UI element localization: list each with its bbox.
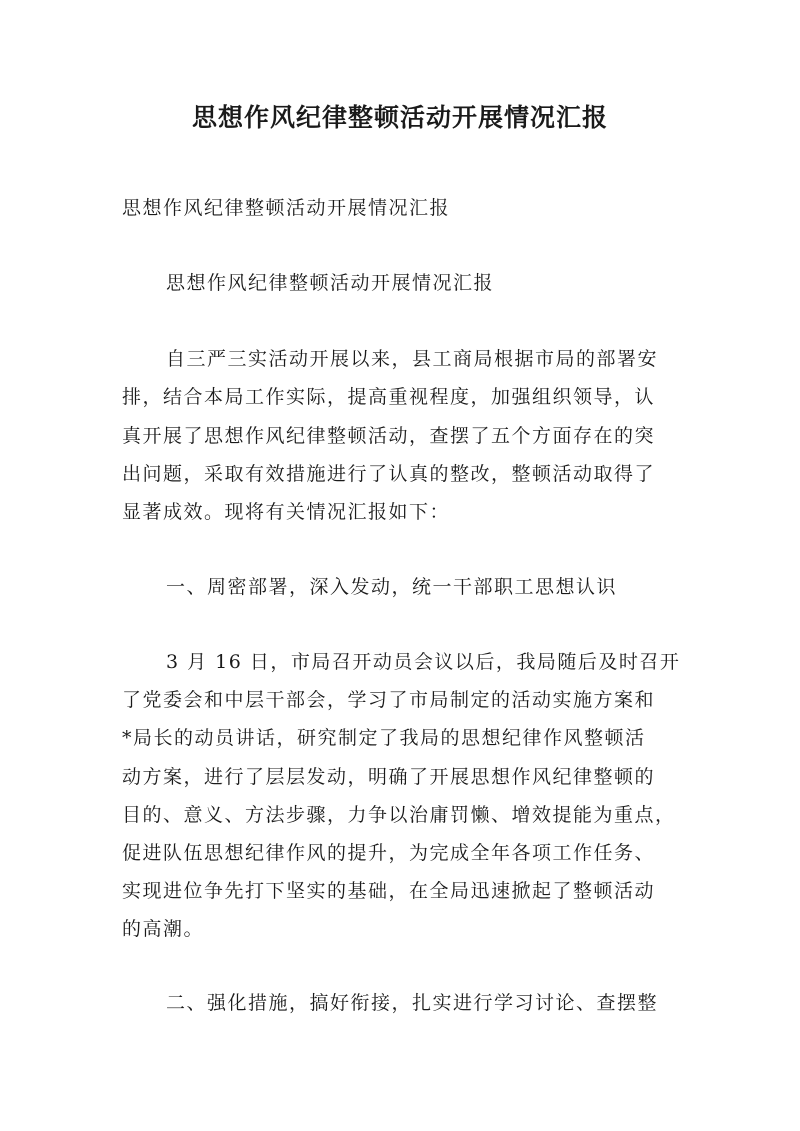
paragraph-line: 动方案，进行了层层发动，明确了开展思想作风纪律整顿的	[122, 766, 656, 788]
paragraph-line: 3 月 16 日，市局召开动员会议以后，我局随后及时召开	[166, 651, 681, 673]
paragraph-line: 自三严三实活动开展以来，县工商局根据市局的部署安	[166, 348, 659, 370]
paragraph-line: 排，结合本局工作实际，提高重视程度，加强组织领导，认	[122, 386, 656, 408]
paragraph-line: 了党委会和中层干部会，学习了市局制定的活动实施方案和	[122, 689, 656, 711]
document-title: 思想作风纪律整顿活动开展情况汇报	[191, 103, 608, 132]
subtitle-indented-line: 思想作风纪律整顿活动开展情况汇报	[166, 272, 495, 294]
paragraph-line: 显著成效。现将有关情况汇报如下：	[122, 501, 451, 523]
paragraph-line: *局长的动员讲话，研究制定了我局的思想纪律作风整顿活	[122, 727, 646, 749]
section-heading-2: 二、强化措施，搞好衔接，扎实进行学习讨论、查摆整	[166, 992, 659, 1014]
paragraph-line: 目的、意义、方法步骤，力争以治庸罚懒、增效提能为重点，	[122, 804, 676, 826]
paragraph-line: 的高潮。	[122, 918, 205, 940]
paragraph-line: 实现进位争先打下坚实的基础，在全局迅速掀起了整顿活动	[122, 880, 656, 902]
paragraph-line: 真开展了思想作风纪律整顿活动，查摆了五个方面存在的突	[122, 425, 656, 447]
subtitle-line: 思想作风纪律整顿活动开展情况汇报	[122, 197, 451, 219]
paragraph-line: 出问题，采取有效措施进行了认真的整改，整顿活动取得了	[122, 463, 656, 485]
paragraph-line: 促进队伍思想纪律作风的提升，为完成全年各项工作任务、	[122, 842, 656, 864]
section-heading-1: 一、周密部署，深入发动，统一干部职工思想认识	[166, 576, 618, 598]
